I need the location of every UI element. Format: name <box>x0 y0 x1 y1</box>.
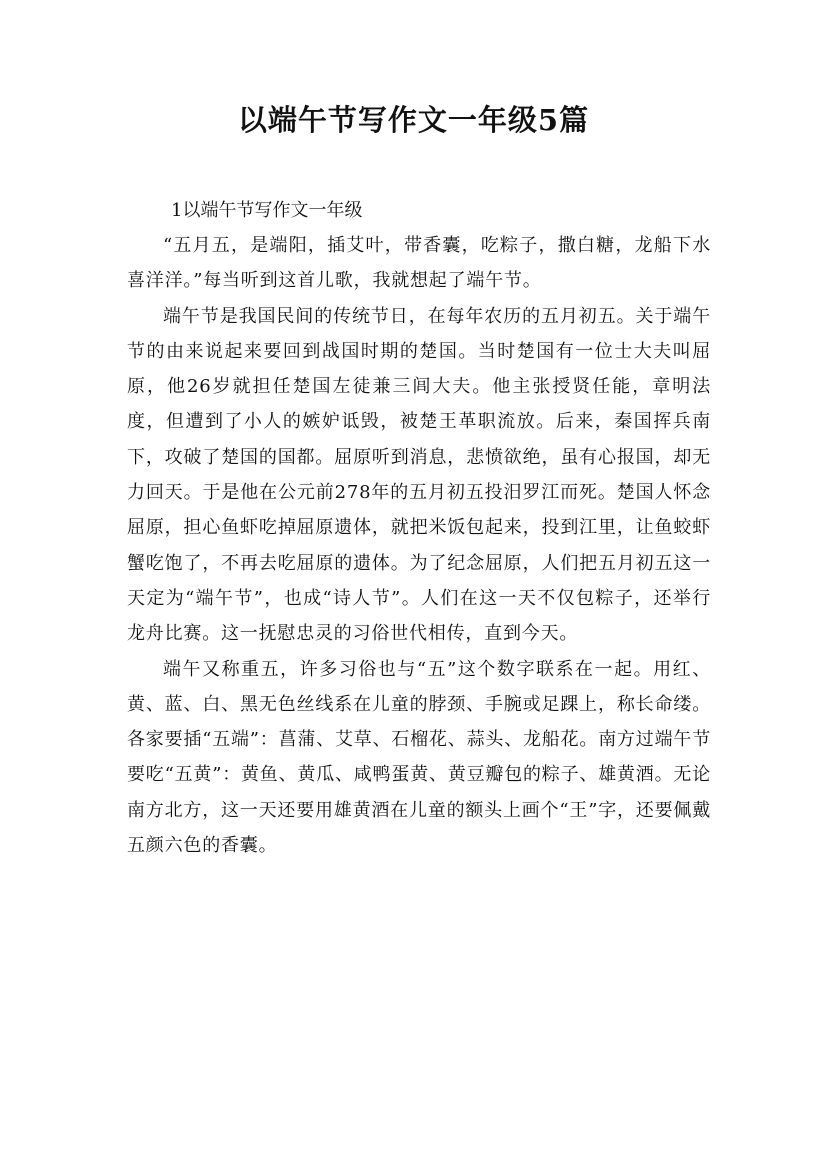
document-body <box>127 193 711 863</box>
paragraph-children-song: “五月五，是端阳，插艾叶，带香囊，吃粽子，撒白糖，龙船下水喜洋洋。”每当听到这首儿歌，我就想起了端午节。 <box>127 235 711 292</box>
section-heading: 1以端午节写作文一年级 <box>171 200 363 221</box>
paragraph-festival-origin: 端午节是我国民间的传统节日，在每年农历的五月初五。关于端午节的由来说起来要回到战国时期的楚国。当时楚国有一位士大夫叫屈原，他26岁就担任楚国左徒兼三闾大夫。他主张授贤任能，章明法度，但遭到了小人的嫉妒诋毁，被楚王革职流放。后来，秦国挥兵南下，攻破了楚国的国都。屈原听到消息，悲愤欲绝，虽有心报国，却无力回天。于是他在公元前278年的五月初五投汨罗江而死。楚国人怀念屈原，担心鱼虾吃掉屈原遗体，就把米饭包起来，投到江里，让鱼蛟虾蟹吃饱了，不再去吃屈原的遗体。为了纪念屈原，人们把五月初五这一天定为“端午节”，也成“诗人节”。人们在这一天不仅包粽子，还举行龙舟比赛。这一抚慰忠灵的习俗世代相传，直到今天。 <box>127 305 711 645</box>
paragraph-festival-customs: 端午又称重五，许多习俗也与“五”这个数字联系在一起。用红、黄、蓝、白、黑无色丝线系在儿童的脖颈、手腕或足踝上，称长命缕。各家要插“五端”：菖蒲、艾草、石榴花、蒜头、龙船花。南方过端午节要吃“五黄”：黄鱼、黄瓜、咸鸭蛋黄、黄豆瓣包的粽子、雄黄酒。无论南方北方，这一天还要用雄黄酒在儿童的额头上画个“王”字，还要佩戴五颜六色的香囊。 <box>127 658 712 857</box>
document-title: 以端午节写作文一年级5篇 <box>237 103 590 137</box>
